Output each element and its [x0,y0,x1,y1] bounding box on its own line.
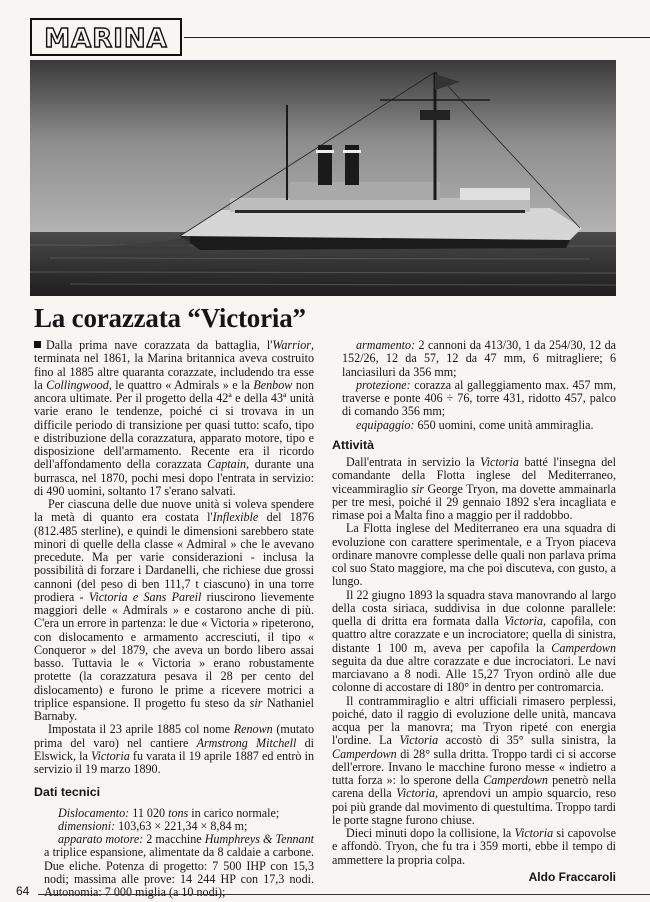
paragraph-cost: Per ciascuna delle due nuove unità si voleva spendere la metà di quanto era costata l'Inflexible del 1876 (812.485 sterline), e quindi le dimensioni sarebbero state minori di quelle della classe « Admiral » che le avevano precedute. Ma per varie considerazioni - inclusa la possibilità di forzare i Dardanelli, che richiese due grossi cannoni (del peso di ben 111,7 t ciascuno) in una torre prodiera - Victoria e Sans Pareil riuscirono lievemente maggiori delle « Admirals » e costarono anche di più. C'era un errore in partenza: le due « Victoria » ripeterono, con dislocamento e armamento accresciuti, il tipo « Conqueror » del 1879, che aveva un bordo libero assai basso. Tuttavia le « Victoria » erano robustamente protette (la corazzatura pesava il 28 per cento del dislocamento) e furono le prime a ricevere motrici a triplice espansione. Il progetto fu steso da sir Nathaniel Barnaby. [34,497,314,723]
spec-engine: apparato motore: 2 macchine Humphreys & Tennant a triplice espansione, alimentate da 8 caldaie a carbone. Due eliche. Potenza di progetto: 7 500 IHP con 15,3 nodi; massima alle prove: 14 244 HP con 17,3 nodi. Autonomia: 7 000 miglia (a 10 nodi); [44,832,314,899]
activity-paragraph-2: La Flotta inglese del Mediterraneo era una squadra di evoluzione con carattere sperimentale, e a Tryon piaceva ordinare manovre complesse delle quali non parlava prima col suo Stato maggiore, ma che poi discuteva, con gusto, a lungo. [332,521,616,589]
right-column [332,339,616,884]
specs-heading: Dati tecnici [34,785,101,800]
paragraph-launch: Impostata il 23 aprile 1885 col nome Renown (mutato prima del varo) nel cantiere Armstrong Mitchell di Elswick, la Victoria fu varata il 19 aprile 1887 ed entrò in servizio il 19 marzo 1890. [34,722,314,776]
intro-paragraph: Dalla prima nave corazzata da battaglia, l'Warrior, terminata nel 1861, la Marina britannica aveva costruito fino al 1885 altre quaranta corazzate, includendo tra esse la Collingwood, le quattro « Admirals » e la Benbow non ancora ultimate. Per il progetto della 42ª e della 43ª unità varie erano le tendenze, poiché ci si trovava in un difficile periodo di transizione per quasi tutto: scafo, tipo e distribuzione della corazzatura, apparato motore, tipo e disposizione dell'armamento. Recente era il ricordo dell'affondamento della corazzata Captain, durante una burrasca, nel 1870, pochi mesi dopo l'entrata in servizio: di 490 uomini, soltanto 17 s'erano salvati. [34,338,315,498]
activity-paragraph-5: Dieci minuti dopo la collisione, la Victoria si capovolse e affondò. Tryon, che fu tra i 359 morti, ebbe il tempo di ammettere la propria colpa. [332,826,616,867]
article-title: La corazzata “Victoria” [34,303,306,333]
activity-paragraph-1: Dall'entrata in servizio la Victoria batté l'insegna del comandante della Flotta inglese del Mediterraneo, viceammiraglio sir George Tryon, ma dovette ammainarla per tre mesi, poiché il 29 gennaio 1892 s'era incagliata e rimase poi a Malta fino a maggio per il raddobbo. [332,455,617,522]
header-rule [184,37,650,38]
spec-protection: protezione: corazza al galleggiamento max. 457 mm, traverse e ponte 406 ÷ 76, torre 431, ridotto 457, palco di comando 356 mm; [342,377,616,419]
spec-dimensions: dimensioni: 103,63 × 221,34 × 8,84 m; [58,818,248,833]
activity-paragraph-3: Il 22 giugno 1893 la squadra stava manovrando al largo della costa siriaca, suddivisa in due colonne parallele: quella di dritta era formata dalla Victoria, capofila, con quattro altre corazzate e un incrociatore; quella di sinistra, distante 1 100 m, aveva per capofila la Camperdown seguita da due altre corazzate e due incrociatori. Le navi marciavano a 8 nodi. Alle 15,27 Tryon ordinò alle due colonne di accostare di 180° in dentro per contromarcia. [332,587,616,695]
section-header [14,18,650,58]
spec-armament: armamento: 2 cannoni da 413/30, 1 da 254/30, 12 da 152/26, 12 da 57, 12 da 47 mm, 6 mitragliere; 6 lanciasiluri da 356 mm; [342,338,616,379]
activity-heading: Attività [332,437,374,452]
square-bullet-icon [34,341,41,348]
ship-photo [30,60,616,296]
section-label: MARINA [44,24,168,54]
spec-crew: equipaggio: 650 uomini, come unità ammiraglia. [356,417,594,432]
footer-rule [38,894,650,895]
section-label-box [30,18,182,56]
author-signature: Aldo Fraccaroli [528,869,616,884]
activity-paragraph-4: Il contrammiraglio e altri ufficiali rimasero perplessi, poiché, dato il raggio di evoluzione delle unità, mancava acqua per la manovra; ma Tryon ripeté con energia l'ordine. La Victoria accostò di 35° sulla sinistra, la Camperdown di 28° sulla dritta. Troppo tardi ci si accorse dell'errore. Invano le macchine furono messe « indietro a tutta forza »: lo sperone della Camperdown penetrò nella carena della Victoria, aprendovi un ampio squarcio, reso poi più grande dal movimento di questultima. Troppo tardi le porte stagne furono chiuse. [332,693,616,827]
ironclad-ship-illustration [30,60,616,296]
spec-displacement: Dislocamento: 11 020 tons in carico normale; [58,805,280,820]
left-column [34,339,314,899]
page-number: 64 [16,884,30,898]
